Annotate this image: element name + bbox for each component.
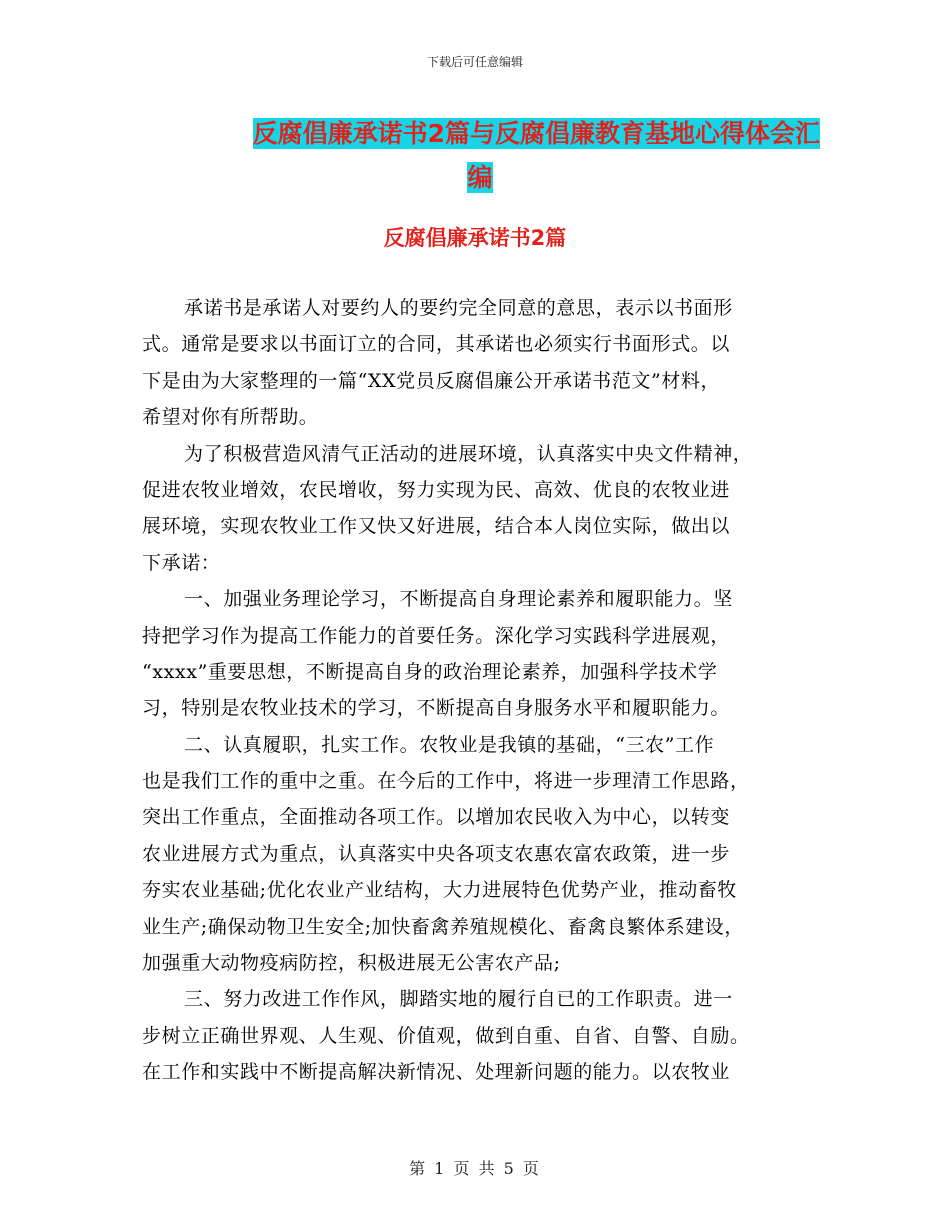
text-line: 夯实农业基础;优化农业产业结构，大力进展特色优势产业，推动畜牧 [142,879,738,902]
text-line: 业生产;确保动物卫生安全;加快畜禽养殖规模化、畜禽良繁体系建设， [142,915,745,938]
document-title [140,112,820,200]
text-line: 农业进展方式为重点，认真落实中央各项支农惠农富农政策，进一步 [142,842,731,865]
text-line: 加强重大动物疫病防控，积极进展无公害农产品; [142,952,561,975]
text-line: 也是我们工作的重中之重。在今后的工作中，将进一步理清工作思路， [142,770,750,793]
text-line: 希望对你有所帮助。 [142,406,319,429]
text-line: 持把学习作为提高工作能力的首要任务。深化学习实践科学进展观， [142,624,731,647]
body-text [142,290,808,1091]
text-line: 展环境，实现农牧业工作又快又好进展，结合本人岗位实际，做出以 [142,515,731,538]
text-line: 促进农牧业增效，农民增收，努力实现为民、高效、优良的农牧业进 [142,478,731,501]
text-line: 突出工作重点，全面推动各项工作。以增加农民收入为中心，以转变 [142,806,731,829]
text-line: 二、认真履职，扎实工作。农牧业是我镇的基础，“三农”工作 [184,733,715,756]
text-line: “xxxx”重要思想，不断提高自身的政治理论素养，加强科学技术学 [142,660,718,683]
text-line: 为了积极营造风清气正活动的进展环境，认真落实中央文件精神， [184,442,753,465]
page-header: 下载后可任意编辑 [426,55,523,69]
page-footer: 第 1 页 共 5 页 [409,1159,541,1178]
title-line-1: 反腐倡廉承诺书2篇与反腐倡廉教育基地心得体会汇 [252,119,820,148]
text-line: 承诺书是承诺人对要约人的要约完全同意的意思，表示以书面形 [184,297,733,319]
text-line: 下是由为大家整理的一篇“XX党员反腐倡廉公开承诺书范文”材料， [142,369,721,392]
text-line: 习，特别是农牧业技术的学习，不断提高自身服务水平和履职能力。 [142,697,731,720]
text-line: 三、努力改进工作作风，脚踏实地的履行自已的工作职责。进一 [184,988,733,1011]
text-line: 式。通常是要求以书面订立的合同，其承诺也必须实行书面形式。以 [142,333,731,356]
title-line-2: 编 [467,163,493,192]
text-line: 一、加强业务理论学习，不断提高自身理论素养和履职能力。坚 [184,588,733,611]
section-heading: 反腐倡廉承诺书2篇 [383,226,567,250]
text-line: 下承诺： [142,551,221,574]
text-line: 步树立正确世界观、人生观、价值观，做到自重、自省、自警、自励。 [142,1024,750,1047]
text-line: 在工作和实践中不断提高解决新情况、处理新问题的能力。以农牧业 [142,1061,731,1084]
